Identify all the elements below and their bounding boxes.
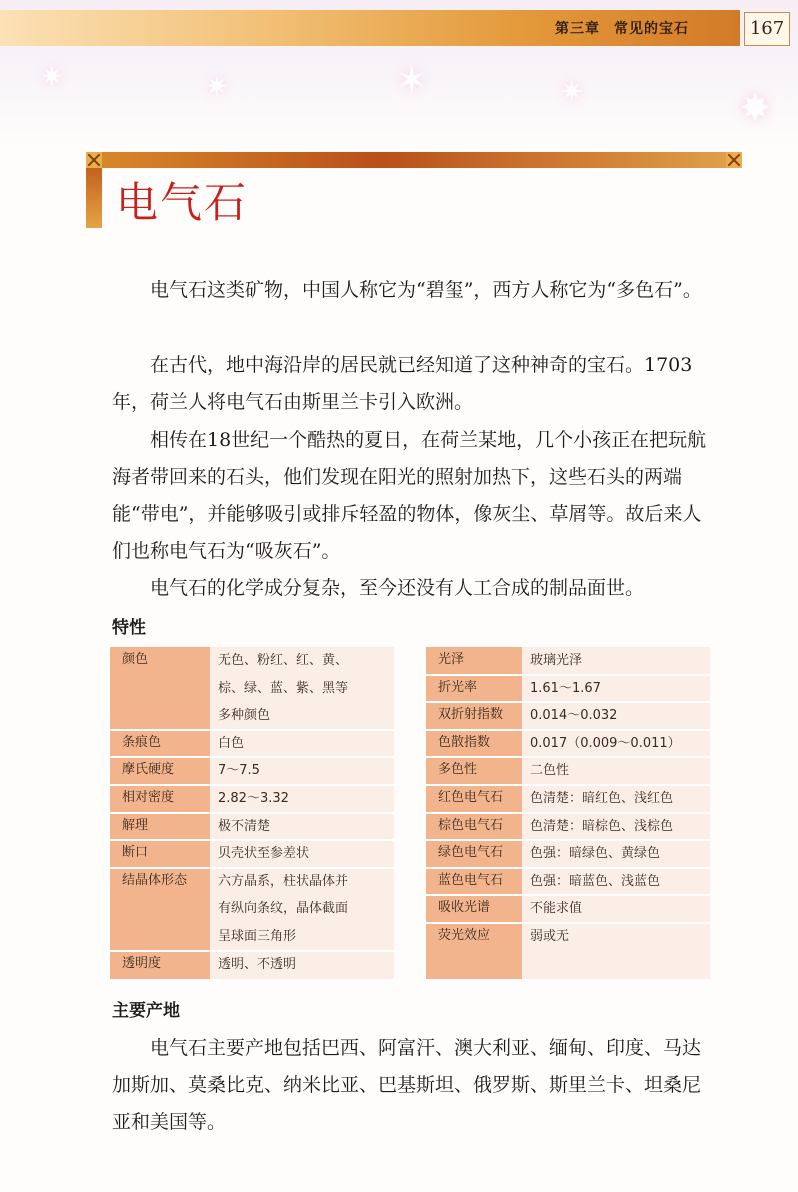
row-divider: [426, 839, 710, 841]
section-heading-properties: 特性: [112, 618, 146, 638]
property-value: [210, 951, 394, 979]
table-row: [110, 813, 394, 841]
property-label: 折光率: [426, 675, 522, 703]
title-ornament-bar: [86, 152, 742, 168]
row-divider: [426, 729, 710, 731]
row-divider: [110, 729, 394, 731]
property-value: [210, 840, 394, 868]
property-value: [522, 895, 710, 923]
table-row: [426, 675, 710, 703]
sparkle-icon: ✷: [560, 75, 584, 108]
table-row: [110, 730, 394, 758]
ornament-square-icon: [726, 152, 742, 168]
table-row: [110, 647, 394, 730]
row-divider: [426, 756, 710, 758]
property-value: [210, 813, 394, 841]
property-value-line: 极不清楚: [218, 818, 271, 834]
property-value-line: 多种颜色: [218, 708, 271, 724]
property-label: 条痕色: [110, 730, 210, 758]
table-row: [426, 757, 710, 785]
table-row: [426, 868, 710, 896]
row-divider: [110, 812, 394, 814]
property-label: 棕色电气石: [426, 813, 522, 841]
property-value: [522, 840, 710, 868]
chapter-title: 常见的宝石: [614, 21, 689, 37]
sparkle-icon: ✷: [205, 70, 229, 103]
property-value-line: 六方晶系，柱状晶体并: [218, 873, 349, 889]
page-number: 167: [744, 12, 790, 46]
property-label: 多色性: [426, 757, 522, 785]
property-value-line: 1.61～1.67: [530, 680, 601, 696]
property-value-line: 色强：暗蓝色、浅蓝色: [530, 873, 661, 889]
table-row: [110, 785, 394, 813]
property-value: [210, 868, 394, 951]
property-label: 荧光效应: [426, 923, 522, 979]
property-value-line: 透明、不透明: [218, 956, 297, 972]
property-value: [210, 757, 394, 785]
properties-table-right: [426, 647, 710, 979]
property-value: [522, 702, 710, 730]
property-value-line: 色强：暗绿色、黄绿色: [530, 846, 661, 862]
row-divider: [110, 867, 394, 869]
property-value-line: 有纵向条纹，晶体截面: [218, 901, 349, 917]
row-divider: [110, 950, 394, 952]
property-label: 摩氏硬度: [110, 757, 210, 785]
property-value-line: 贝壳状至参差状: [218, 846, 310, 862]
row-divider: [110, 784, 394, 786]
property-value-line: 呈球面三角形: [218, 928, 297, 944]
property-value: [210, 785, 394, 813]
table-row: [426, 702, 710, 730]
table-row: [426, 923, 710, 979]
table-row: [426, 730, 710, 758]
properties-table-left: [110, 647, 394, 979]
row-divider: [426, 701, 710, 703]
property-value: [522, 675, 710, 703]
property-value: [522, 868, 710, 896]
row-divider: [426, 894, 710, 896]
sparkle-icon: ✷: [40, 60, 64, 93]
property-value: [522, 730, 710, 758]
running-header: [555, 18, 703, 38]
row-divider: [426, 812, 710, 814]
property-value-line: 0.017（0.009～0.011）: [530, 735, 681, 751]
paragraph: 电气石这类矿物，中国人称它为“碧玺”，西方人称它为“多色石”。: [150, 279, 702, 301]
property-label: 双折射指数: [426, 702, 522, 730]
property-value-line: 色清楚：暗红色、浅红色: [530, 791, 674, 806]
property-value: [522, 813, 710, 841]
property-value-line: 0.014～0.032: [530, 708, 618, 724]
property-label: 断口: [110, 840, 210, 868]
row-divider: [426, 674, 710, 676]
table-row: [110, 951, 394, 979]
property-value-line: 棕、绿、蓝、紫、黑等: [218, 680, 349, 696]
row-divider: [426, 784, 710, 786]
property-value: [210, 730, 394, 758]
table-row: [426, 785, 710, 813]
property-value-line: 色清楚：暗棕色、浅棕色: [530, 818, 674, 834]
property-value: [522, 785, 710, 813]
property-value: [522, 923, 710, 979]
property-value-line: 2.82～3.32: [218, 791, 289, 806]
property-value-line: 不能求值: [530, 901, 583, 917]
property-value-line: 二色性: [530, 763, 570, 779]
property-label: 颜色: [110, 647, 210, 730]
property-value: [522, 757, 710, 785]
property-value-line: 玻璃光泽: [530, 653, 583, 668]
property-label: 相对密度: [110, 785, 210, 813]
property-label: 光泽: [426, 647, 522, 675]
table-row: [426, 840, 710, 868]
page-title: 电气石: [116, 178, 249, 227]
property-label: 结晶体形态: [110, 868, 210, 951]
property-value-line: 白色: [218, 735, 245, 751]
property-label: 色散指数: [426, 730, 522, 758]
property-label: 解理: [110, 813, 210, 841]
table-row: [426, 813, 710, 841]
property-label: 绿色电气石: [426, 840, 522, 868]
table-row: [426, 895, 710, 923]
property-value-line: 无色、粉红、红、黄、: [218, 653, 349, 668]
section-heading-origin: 主要产地: [112, 1001, 180, 1021]
row-divider: [110, 839, 394, 841]
property-value-line: 7～7.5: [218, 763, 260, 779]
property-label: 蓝色电气石: [426, 868, 522, 896]
property-label: 吸收光谱: [426, 895, 522, 923]
paragraph: 在古代，地中海沿岸的居民就已经知道了这种神奇的宝石。1703年，荷兰人将电气石由斯里兰卡引入欧洲。: [112, 354, 693, 413]
table-row: [110, 757, 394, 785]
paragraph: 电气石的化学成分复杂，至今还没有人工合成的制品面世。: [150, 577, 645, 599]
ornament-square-icon: [86, 152, 102, 168]
paragraph: 相传在18世纪一个酷热的夏日，在荷兰某地，几个小孩正在把玩航海者带回来的石头，他们发现在阳光的照射加热下，这些石头的两端能“带电”，并能够吸引或排斥轻盈的物体，像灰尘、草屑等。故后来人们也称电气石为“吸灰石”。: [112, 429, 707, 562]
title-ornament-side: [86, 168, 102, 228]
property-value: [210, 647, 394, 730]
row-divider: [426, 922, 710, 924]
table-row: [110, 868, 394, 951]
chapter-label: 第三章: [555, 21, 600, 37]
row-divider: [426, 867, 710, 869]
property-value-line: 弱或无: [530, 929, 570, 944]
sparkle-icon: ✸: [740, 88, 771, 129]
table-row: [426, 647, 710, 675]
table-row: [110, 840, 394, 868]
origin-paragraph: 电气石主要产地包括巴西、阿富汗、澳大利亚、缅甸、印度、马达加斯加、莫桑比克、纳米比亚、巴基斯坦、俄罗斯、斯里兰卡、坦桑尼亚和美国等。: [112, 1037, 702, 1133]
property-label: 红色电气石: [426, 785, 522, 813]
property-value: [522, 647, 710, 675]
property-label: 透明度: [110, 951, 210, 979]
sparkle-icon: ✶: [395, 58, 429, 104]
row-divider: [110, 756, 394, 758]
